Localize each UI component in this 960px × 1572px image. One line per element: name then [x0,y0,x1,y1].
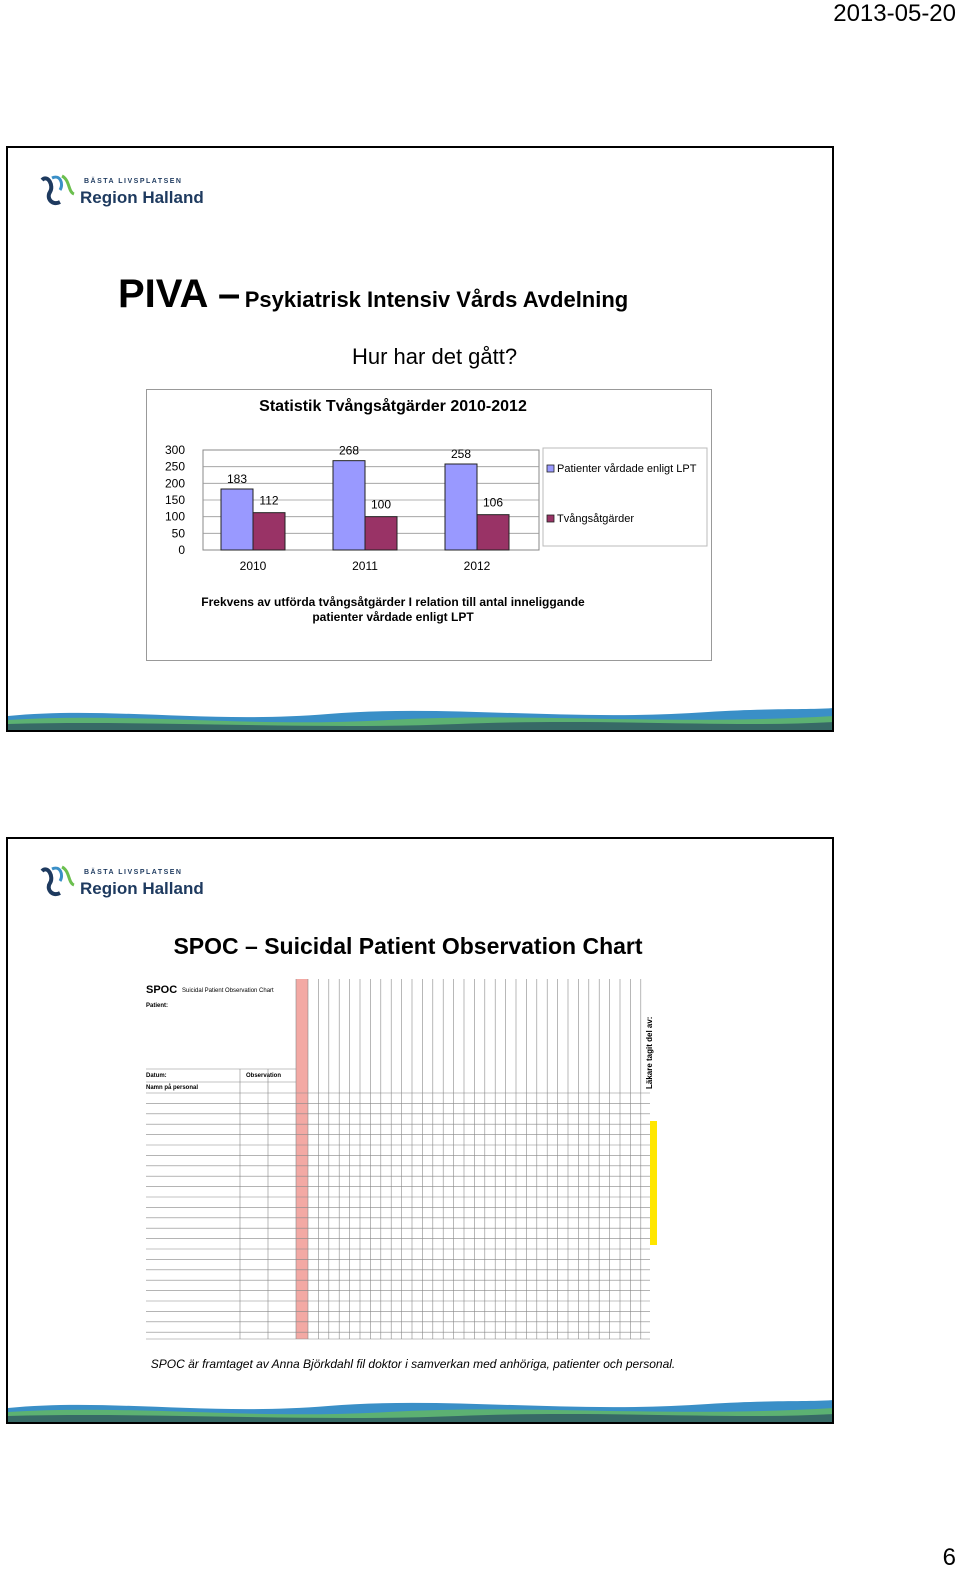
slide-piva [6,146,834,732]
legend-label: Tvångsåtgärder [557,513,635,525]
page-number: 6 [942,1544,956,1571]
slide-caption: SPOC är framtaget av Anna Björkdahl fil doktor i samverkan med anhöriga, patienter och personal. [150,1357,676,1371]
legend-label: Patienter vårdade enligt LPT [557,463,697,475]
chart-title: Statistik Tvångsåtgärder 2010-2012 [259,398,527,415]
x-tick-label: 2011 [352,559,378,573]
slide-title [118,272,628,317]
bar [445,464,477,550]
title-subtitle: Psykiatrisk Intensiv Vårds Avdelning [244,287,629,312]
title-piva: PIVA – [118,272,241,316]
data-label: 258 [450,447,472,461]
form-namn-label: Namn på personal [146,1085,199,1091]
logo-name: Region Halland [80,879,204,898]
document-date: 2013-05-20 [833,0,956,27]
form-title: SPOC [146,984,178,996]
chart-caption: Frekvens av utförda tvångsåtgärder I relation till antal inneliggande patienter vårdade enligt LPT [201,595,585,624]
logo-tagline: BÄSTA LIVSPLATSEN [84,178,183,185]
bar [477,515,509,550]
data-label: 106 [482,495,504,510]
bar [365,517,397,550]
bar [221,489,253,550]
region-halland-logo [38,172,218,212]
slide-title: SPOC – Suicidal Patient Observation Chart [173,933,643,959]
form-lakare-label: Läkare tagit del av: [645,1016,654,1089]
form-patient-label: Patient: [146,1003,169,1009]
region-halland-logo [38,863,218,903]
slide-spoc [6,837,834,1424]
chart-container [146,389,712,661]
footer-wave [8,1394,834,1422]
y-tick-label: 0 [178,543,185,557]
y-tick-label: 250 [164,459,185,474]
logo-tagline: BÄSTA LIVSPLATSEN [84,869,183,876]
legend-swatch [547,465,554,472]
footer-wave [8,702,834,730]
bar-chart [147,390,711,590]
bar [253,513,285,550]
y-tick-label: 50 [171,526,185,541]
spoc-form-image [140,979,660,1345]
form-subtitle: Suicidal Patient Observation Chart [182,988,274,994]
form-observation-label: Observation [246,1073,282,1079]
x-tick-label: 2010 [239,559,267,573]
data-label: 268 [338,443,360,458]
bar [333,461,365,550]
logo-name: Region Halland [80,188,204,207]
y-tick-label: 100 [164,509,185,524]
data-label: 100 [370,497,392,512]
form-datum-label: Datum: [146,1073,167,1079]
legend-swatch [547,515,554,522]
x-tick-label: 2012 [463,559,491,573]
data-label: 112 [259,493,279,508]
slide-question: Hur har det gått? [352,344,518,369]
y-tick-label: 300 [164,443,185,457]
y-tick-label: 150 [164,493,185,507]
y-tick-label: 200 [164,476,185,491]
data-label: 183 [226,472,248,486]
